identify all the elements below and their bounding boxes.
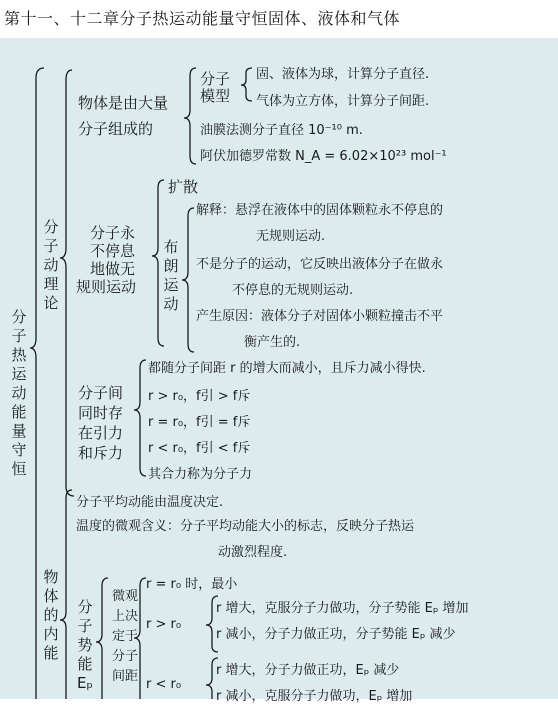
temperature-micro-1: 温度的微观含义：分子平均动能大小的标志，反映分子热运 (76, 519, 415, 534)
motion-label-2: 不停息 (90, 242, 136, 260)
model-label: 分子模型 (200, 70, 231, 105)
diffusion: 扩散 (168, 178, 199, 196)
oil-film: 油膜法测分子直径 10⁻¹⁰ m. (200, 123, 363, 138)
forces-label-2: 同时存 (78, 404, 124, 422)
micro-dep-5: 间距 (112, 669, 139, 684)
page-title: 第十一、十二章分子热运动能量守恒固体、液体和气体 (4, 9, 401, 28)
lt-item-1: r 增大，分子力做正功，Eₚ 减少 (216, 663, 400, 678)
motion-label-3: 地做无 (90, 260, 136, 278)
molecules-label-1: 物体是由大量 (78, 94, 169, 112)
avogadro: 阿伏加德罗常数 N_A = 6.02×10²³ mol⁻¹ (200, 149, 447, 164)
forces-rule: 都随分子间距 r 的增大而减小，且斥力减小得快. (148, 361, 426, 376)
explanation-2: 无规则运动. (256, 229, 326, 244)
forces-label-4: 和斥力 (78, 444, 124, 462)
not-molecular-2: 不停息的无规则运动. (232, 283, 354, 298)
lt-label: r < r₀ (146, 677, 182, 692)
micro-dep-2: 上决 (112, 609, 139, 624)
model-item-sphere: 固、液体为球，计算分子直径. (256, 67, 430, 82)
forces-case-gt: r > r₀，f引 > f斥 (148, 389, 251, 404)
motion-label-1: 分子永 (90, 224, 136, 242)
not-molecular-1: 不是分子的运动，它反映出液体分子在做永 (196, 257, 444, 272)
lt-item-2: r 减小，克服分子力做功，Eₚ 增加 (216, 689, 413, 704)
cause-2: 衡产生的. (244, 335, 301, 350)
micro-dep-1: 微观 (112, 589, 139, 604)
explanation-1: 解释：悬浮在液体中的固体颗粒永不停息的 (196, 203, 444, 218)
micro-dep-4: 分子 (112, 649, 139, 664)
gt-label: r > r₀ (146, 617, 182, 632)
internal-energy-label: 物体的内能 (43, 568, 59, 662)
temperature-micro-2: 动激烈程度. (218, 545, 288, 560)
root-label: 分子热运动能量守恒 (11, 308, 27, 478)
cause-1: 产生原因：液体分子对固体小颗粒撞击不平 (196, 309, 444, 324)
diagram-panel (0, 38, 558, 704)
avg-ke: 分子平均动能由温度决定. (76, 495, 224, 510)
forces-resultant: 其合力称为分子力 (148, 467, 253, 482)
forces-label-1: 分子间 (78, 384, 124, 402)
gt-item-1: r 增大，克服分子力做功，分子势能 Eₚ 增加 (216, 601, 469, 616)
forces-case-eq: r = r₀，f引 = f斥 (148, 415, 251, 430)
eq-case: r = r₀ 时，最小 (146, 577, 238, 592)
forces-label-3: 在引力 (78, 424, 124, 442)
gt-item-2: r 减小，分子力做正功，分子势能 Eₚ 减少 (216, 627, 456, 642)
micro-dep-3: 定于 (112, 629, 139, 644)
model-item-cube: 气体为立方体，计算分子间距. (256, 94, 430, 109)
potential-label: 分子势能 Eₚ (77, 598, 93, 692)
molecules-label-2: 分子组成的 (78, 120, 154, 138)
forces-case-lt: r < r₀，f引 < f斥 (148, 441, 251, 456)
kinetic-theory-label: 分子动理论 (43, 218, 59, 312)
brownian-label: 布朗运动 (163, 238, 179, 313)
motion-label-4: 规则运动 (76, 278, 137, 296)
